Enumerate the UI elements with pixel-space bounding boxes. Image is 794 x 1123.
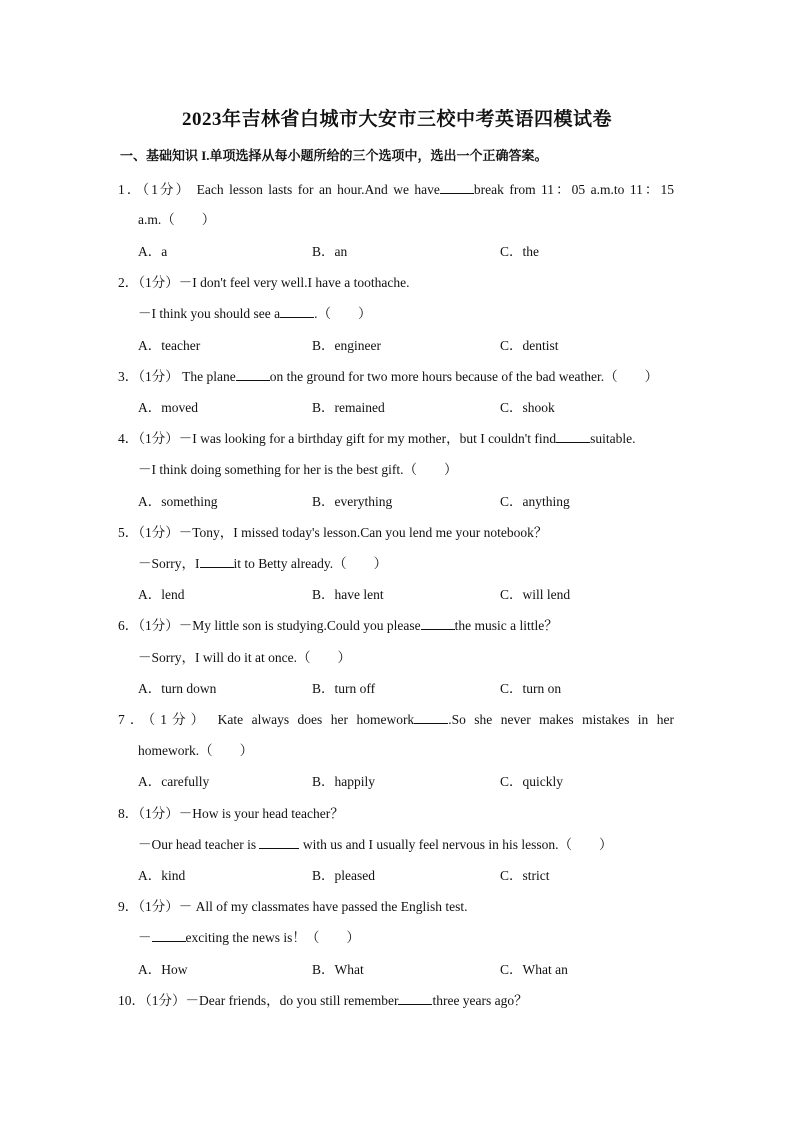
question-2-stem: 2．（1分）－I don't feel very well.I have a toothache. [118,275,410,290]
exam-title: 2023年吉林省白城市大安市三校中考英语四模试卷 [181,109,612,130]
question-1-text-a: 1．（1分） Each lesson lasts for an hour.And we have [118,182,440,197]
option-a[interactable]: A．teacher [138,338,201,353]
question-6-stem [118,614,558,634]
question-4-text-b: suitable. [590,431,636,446]
option-a[interactable]: A．How [138,962,188,977]
section-heading: 一、基础知识 I.单项选择从每小题所给的三个选项中，选出一个正确答案。 [120,148,548,163]
question-8-text-b: with us and I usually feel nervous in his lesson.（ ） [302,837,613,852]
option-b[interactable]: B．have lent [312,587,384,602]
question-7-text-a: 7．（1分） Kate always does her homework [118,712,415,727]
question-6-options [138,677,698,697]
question-3-text-a: 3．（1分） The plane [118,369,236,384]
question-3-text-b: on the ground for two more hours because of the bad weather.（ ） [269,369,659,384]
question-6-text-b: the music a little？ [454,618,558,633]
question-6-text-a: 6．（1分）－My little son is studying.Could you please [118,618,421,633]
question-2-stem-cont [138,302,371,322]
answer-blank [421,617,455,630]
option-c[interactable]: C．turn on [500,681,562,696]
question-7-text-b: .So she never makes mistakes in her [448,712,674,727]
answer-blank [398,992,432,1005]
answer-blank [280,305,314,318]
option-c[interactable]: C．anything [500,494,570,509]
question-9-stem: 9．（1分）－ All of my classmates have passed the English test. [118,899,468,914]
option-b[interactable]: B．engineer [312,338,381,353]
question-9-text-a: － [138,930,152,945]
option-b[interactable]: B．What [312,962,364,977]
option-a[interactable]: A．lend [138,587,185,602]
option-a[interactable]: A．something [138,494,218,509]
question-4-options [138,490,698,510]
question-10-stem [118,989,528,1009]
option-a[interactable]: A．a [138,244,168,259]
question-5-stem: 5．（1分）－Tony，I missed today's lesson.Can you lend me your notebook？ [118,525,548,540]
option-a[interactable]: A．kind [138,868,186,883]
question-5-text-b: it to Betty already.（ ） [233,556,388,571]
answer-blank [440,181,474,194]
question-10-text-a: 10．（1分）－Dear friends，do you still remember [118,993,399,1008]
question-5-options [138,583,698,603]
question-4-stem [118,427,636,447]
answer-blank [556,430,590,443]
question-5-stem-cont [138,552,387,572]
question-9-text-b: exciting the news is！（ ） [185,930,360,945]
question-8-stem-cont [138,833,613,853]
option-a[interactable]: A．moved [138,400,198,415]
question-7-stem-cont: homework.（ ） [138,743,254,758]
question-8-text-a: －Our head teacher is [138,837,257,852]
option-b[interactable]: B．everything [312,494,393,509]
option-c[interactable]: C．the [500,244,539,259]
option-b[interactable]: B．happily [312,774,375,789]
question-4-stem-cont: －I think doing something for her is the best gift.（ ） [138,462,458,477]
question-1-text-b: break from 11：05 a.m.to 11：15 [473,182,674,197]
question-7-stem [118,708,674,728]
option-b[interactable]: B．an [312,244,348,259]
option-c[interactable]: C．What an [500,962,568,977]
question-8-stem: 8．（1分）－How is your head teacher？ [118,806,344,821]
question-10-text-b: three years ago？ [432,993,528,1008]
answer-blank [259,836,299,849]
option-c[interactable]: C．strict [500,868,550,883]
answer-blank [236,368,270,381]
option-c[interactable]: C．dentist [500,338,559,353]
question-2-text-b: .（ ） [314,306,372,321]
option-a[interactable]: A．carefully [138,774,210,789]
answer-blank [152,929,186,942]
question-3-stem [118,365,658,385]
question-9-options [138,958,698,978]
option-c[interactable]: C．shook [500,400,555,415]
question-3-options [138,396,698,416]
question-2-options [138,334,698,354]
question-7-options [138,770,698,790]
question-1-stem-cont: a.m.（ ） [138,212,216,227]
option-b[interactable]: B．pleased [312,868,375,883]
option-c[interactable]: C．will lend [500,587,571,602]
question-5-text-a: －Sorry，I [138,556,200,571]
question-9-stem-cont [138,926,360,946]
option-c[interactable]: C．quickly [500,774,563,789]
question-8-options [138,864,698,884]
question-4-text-a: 4．（1分）－I was looking for a birthday gift for my mother，but I couldn't find [118,431,557,446]
question-2-text-a: －I think you should see a [138,306,281,321]
option-a[interactable]: A．turn down [138,681,217,696]
answer-blank [414,711,448,724]
option-b[interactable]: B．remained [312,400,385,415]
question-6-stem-cont: －Sorry，I will do it at once.（ ） [138,650,351,665]
question-1-stem [118,178,674,198]
answer-blank [200,555,234,568]
option-b[interactable]: B．turn off [312,681,376,696]
question-1-options [138,240,698,260]
